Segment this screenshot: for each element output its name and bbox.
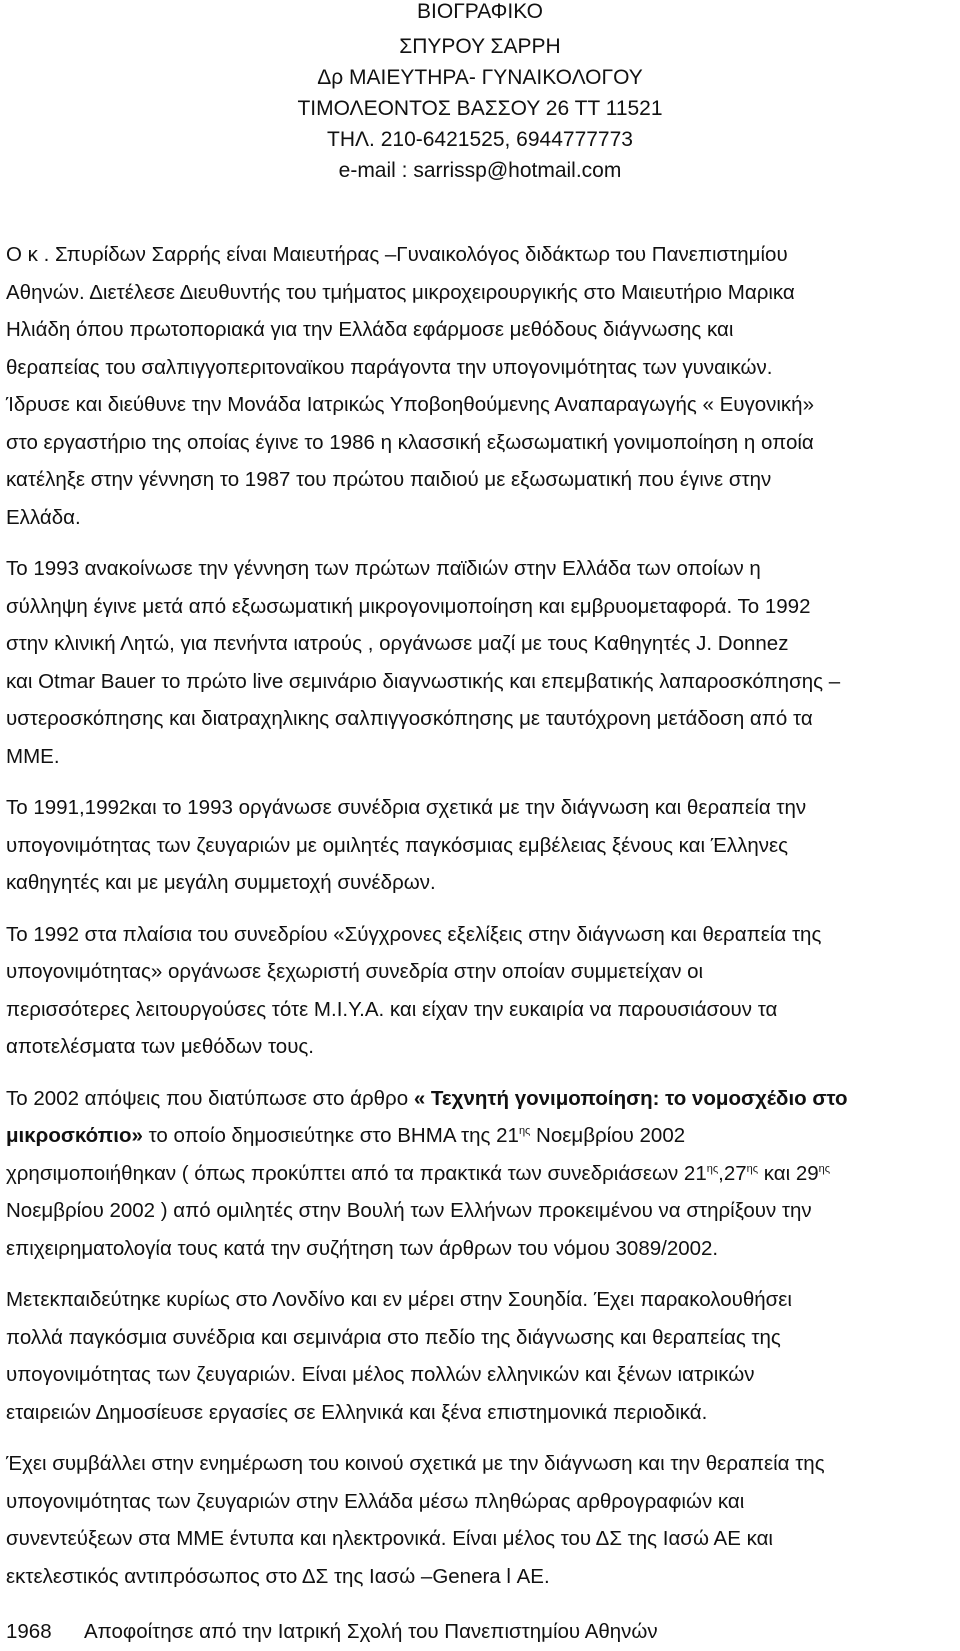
text-line: Αθηνών. Διετέλεσε Διευθυντής του τμήματος μικροχειρουργικής στο Μαιευτήριο Μαρικα bbox=[6, 280, 795, 304]
text-line: στην κλινική Λητώ, για πενήντα ιατρούς , οργάνωσε μαζί με τους Καθηγητές J. Donnez bbox=[6, 632, 789, 655]
ordinal-suffix: ης bbox=[818, 1162, 831, 1175]
text-line: επιχειρηματολογία τους κατά την συζήτηση των άρθρων του νόμου 3089/2002. bbox=[6, 1236, 719, 1260]
text-line bbox=[6, 1155, 956, 1193]
timeline-text: Αποφοίτησε από την Ιατρική Σχολή του Πανεπιστημίου Αθηνών bbox=[84, 1620, 658, 1643]
text-line: υπογονιμότητας των ζευγαριών. Είναι μέλος πολλών ελληνικών και ξένων ιατρικών bbox=[6, 1363, 755, 1386]
timeline-year: 1968 bbox=[6, 1620, 52, 1643]
text-line: υστεροσκόπησης και διατραχηλικης σαλπιγγοσκόπησης με ταυτόχρονη μετάδοση από τα bbox=[6, 707, 813, 730]
text-line: Έχει συμβάλλει στην ενημέρωση του κοινού σχετικά με την διάγνωση και την θεραπεία της bbox=[6, 1452, 825, 1475]
text-line: Ελλάδα. bbox=[6, 505, 81, 529]
cv-body bbox=[6, 236, 956, 1651]
text-line: και Otmar Bauer το πρώτο live σεμινάριο διαγνωστικής και επεμβατικής λαπαροσκόπησης – bbox=[6, 669, 841, 693]
paragraph-media bbox=[6, 1445, 956, 1595]
phone: ΤΗΛ. 210-6421525, 6944777773 bbox=[327, 128, 633, 151]
text-line: εταιρειών Δημοσίευσε εργασίες σε Ελληνικά και ξένα επιστημονικά περιοδικά. bbox=[6, 1400, 708, 1424]
text-line: σύλληψη έγινε μετά από εξωσωματική μικρογονιμοποίηση και εμβρυομεταφορά. Το 1992 bbox=[6, 594, 811, 618]
profession: Δρ ΜΑΙΕΥΤΗΡΑ- ΓΥΝΑΙΚΟΛΟΓΟΥ bbox=[317, 66, 643, 89]
text-line: Ηλιάδη όπου πρωτοποριακά για την Ελλάδα εφάρμοσε μεθόδους διάγνωσης και bbox=[6, 318, 734, 341]
text-line: Το 1991,1992και το 1993 οργάνωσε συνέδρια σχετικά με την διάγνωση και θεραπεία την bbox=[6, 796, 807, 819]
text-line: Το 1993 ανακοίνωσε την γέννηση των πρώτων παϊδιών στην Ελλάδα των οποίων η bbox=[6, 557, 761, 580]
paragraph-1993 bbox=[6, 550, 956, 775]
text-line: υπογονιμότητας των ζευγαριών στην Ελλάδα μέσω πληθώρας αρθρογραφιών και bbox=[6, 1489, 745, 1513]
text-segment: Νοεμβρίου 2002 bbox=[530, 1124, 686, 1147]
article-title-end: μικροσκόπιο» bbox=[6, 1124, 143, 1147]
paragraph-conferences bbox=[6, 789, 956, 902]
person-name: ΣΠΥΡΟΥ ΣΑΡΡΗ bbox=[399, 35, 561, 58]
paragraph-1992 bbox=[6, 916, 956, 1066]
text-line: ΜΜΕ. bbox=[6, 744, 60, 768]
text-line: Νοεμβρίου 2002 ) από ομιλητές στην Βουλή των Ελλήνων προκειμένου να στηρίξουν την bbox=[6, 1199, 812, 1222]
address: ΤΙΜΟΛΕΟΝΤΟΣ ΒΑΣΣΟΥ 26 ΤΤ 11521 bbox=[297, 97, 663, 120]
text-line: συνεντεύξεων στα ΜΜΕ έντυπα και ηλεκτρονικά. Είναι μέλος του ΔΣ της Ιασώ ΑΕ και bbox=[6, 1527, 773, 1550]
timeline bbox=[6, 1613, 956, 1651]
text-line bbox=[6, 1080, 956, 1118]
paragraph-career bbox=[6, 236, 956, 536]
text-line: πολλά παγκόσμια συνέδρια και σεμινάρια στο πεδίο της διάγνωσης και θεραπείας της bbox=[6, 1325, 781, 1349]
email: e-mail : sarrissp@hotmail.com bbox=[338, 159, 622, 182]
text-line: θεραπείας του σαλπιγγοπεριτοναϊκου παράγοντα την υπογονιμότητας των γυναικών. bbox=[6, 355, 773, 379]
text-segment: χρησιμοποιήθηκαν ( όπως προκύπτει από τα πρακτικά των συνεδριάσεων 21 bbox=[6, 1161, 707, 1185]
text-line: Το 1992 στα πλαίσια του συνεδρίου «Σύγχρονες εξελίξεις στην διάγνωση και θεραπεία της bbox=[6, 922, 822, 946]
text-line: Ίδρυσε και διεύθυνε την Μονάδα Ιατρικώς Υποβοηθούμενης Αναπαραγωγής « Ευγονική» bbox=[6, 393, 814, 416]
paragraph-training bbox=[6, 1281, 956, 1431]
ordinal-suffix: ης bbox=[746, 1162, 759, 1175]
article-title: « Τεχνητή γονιμοποίηση: το νομοσχέδιο στο bbox=[413, 1086, 848, 1110]
text-segment: και 29 bbox=[758, 1161, 819, 1185]
text-segment: ,27 bbox=[718, 1161, 747, 1185]
text-line: υπογονιμότητας» οργάνωσε ξεχωριστή συνεδρία στην οποίαν συμμετείχαν οι bbox=[6, 960, 704, 983]
timeline-entry bbox=[6, 1613, 956, 1651]
text-line: περισσότερες λειτουργούσες τότε Μ.Ι.Υ.Α. και είχαν την ευκαιρία να παρουσιάσουν τα bbox=[6, 997, 778, 1021]
paragraph-2002 bbox=[6, 1080, 956, 1268]
ordinal-suffix: ης bbox=[706, 1162, 719, 1175]
text-line: εκτελεστικός αντιπρόσωπος στο ΔΣ της Ιασώ –Genera l ΑΕ. bbox=[6, 1564, 550, 1588]
text-line: στο εργαστήριο της οποίας έγινε το 1986 η κλασσική εξωσωματική γονιμοποίηση η οποία bbox=[6, 430, 814, 454]
text-line: καθηγητές και με μεγάλη συμμετοχή συνέδρων. bbox=[6, 871, 436, 894]
document-title: ΒΙΟΓΡΑΦΙΚΟ bbox=[417, 0, 543, 23]
text-segment: το οποίο δημοσιεύτηκε στο ΒΗΜΑ της 21 bbox=[142, 1124, 519, 1147]
cv-header bbox=[0, 0, 960, 186]
text-line: κατέληξε στην γέννηση το 1987 του πρώτου παιδιού με εξωσωματική που έγινε στην bbox=[6, 468, 772, 491]
text-line: υπογονιμότητας των ζευγαριών με ομιλητές παγκόσμιας εμβέλειας ξένους και Έλληνες bbox=[6, 833, 789, 857]
text-line: Μετεκπαιδεύτηκε κυρίως στο Λονδίνο και εν μέρει στην Σουηδία. Έχει παρακολουθήσει bbox=[6, 1288, 792, 1311]
text-line: Ο κ . Σπυρίδων Σαρρής είναι Μαιευτήρας –Γυναικολόγος διδάκτωρ του Πανεπιστημίου bbox=[6, 243, 788, 266]
text-segment: Το 2002 απόψεις που διατύπωσε στο άρθρο bbox=[6, 1086, 414, 1110]
text-line: αποτελέσματα των μεθόδων τους. bbox=[6, 1035, 314, 1058]
ordinal-suffix: ης bbox=[518, 1125, 531, 1138]
text-line bbox=[6, 1117, 956, 1155]
